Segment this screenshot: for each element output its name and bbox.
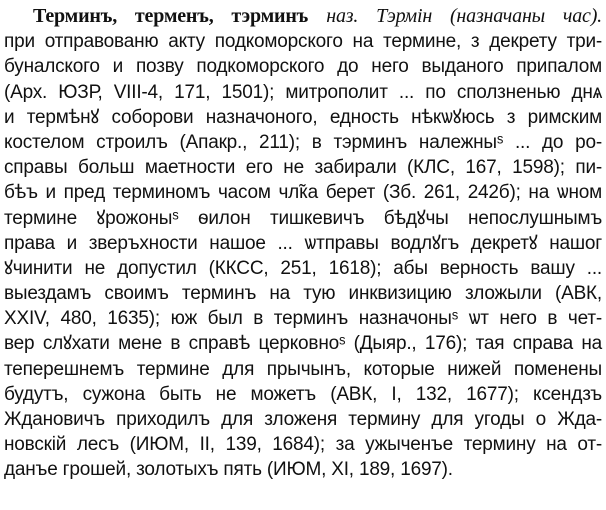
entry-line: буналского и позву подкоморского до него выданого припалом	[4, 56, 602, 78]
gloss: наз. Тэрмін (назначаны час).	[326, 5, 602, 27]
entry-line: выездамъ своимъ терминъ на тую инквизицию зложыли (АВК,	[4, 283, 602, 305]
entry-last-line: данъе грошей, золотыхъ пять (ИЮМ, XI, 189, 1697).	[4, 459, 453, 481]
entry-line: и термѣнꙋ соборови назначоного, едность нѣкѡꙋюсь з римским	[4, 106, 602, 128]
entry-first-line	[4, 4, 602, 29]
entry-line: вер слꙋхати мене в справѣ церковноˢ (Дыяр., 176); тая справа на	[4, 333, 602, 355]
entry-line: теперешнемъ термине для прычынъ, которые нижей поменены	[4, 358, 602, 380]
dictionary-entry	[4, 4, 602, 483]
entry-line: ꙋчинити не допустил (ККСС, 251, 1618); абы верность вашу ...	[4, 257, 602, 279]
entry-line: справы больш маетности его не забирали (КЛС, 167, 1598); пи-	[4, 157, 602, 179]
entry-line: костелом строилъ (Апакр., 211); в тэрминъ належныˢ ... до ро-	[4, 131, 602, 153]
entry-line: новскій лесъ (ИЮМ, II, 139, 1684); за ужыченъе термину на от-	[4, 434, 602, 456]
entry-line: бѣъ и пред терминомъ часом чл̃ка берет (Зб. 261, 242б); на ѡном	[4, 182, 602, 204]
entry-line: XXIV, 480, 1635); юж был в терминъ назначоныˢ ѡт него в чет-	[4, 308, 602, 330]
entry-line: права и зверъхности нашое ... ѡтправы водлꙋгъ декретꙋ нашог	[4, 232, 602, 254]
entry-line: будутъ, сужона быть не можетъ (АВК, I, 132, 1677); ксендзъ	[4, 383, 602, 405]
entry-line: Ждановичъ приходилъ для зложеня термину для угоды о Жда-	[4, 409, 602, 430]
headword: Терминъ, терменъ, тэрминъ	[33, 5, 309, 27]
entry-line: (Арх. ЮЗР, VIII-4, 171, 1501); митрополит ... по сползненью днѧ	[4, 81, 602, 103]
entry-line: термине ꙋрожоныˢ ѳилон тишкевичъ бѣдꙋчы непослушнымъ	[4, 207, 602, 229]
entry-line: при отправованю акту подкоморского на термине, з декрету три-	[4, 31, 602, 53]
